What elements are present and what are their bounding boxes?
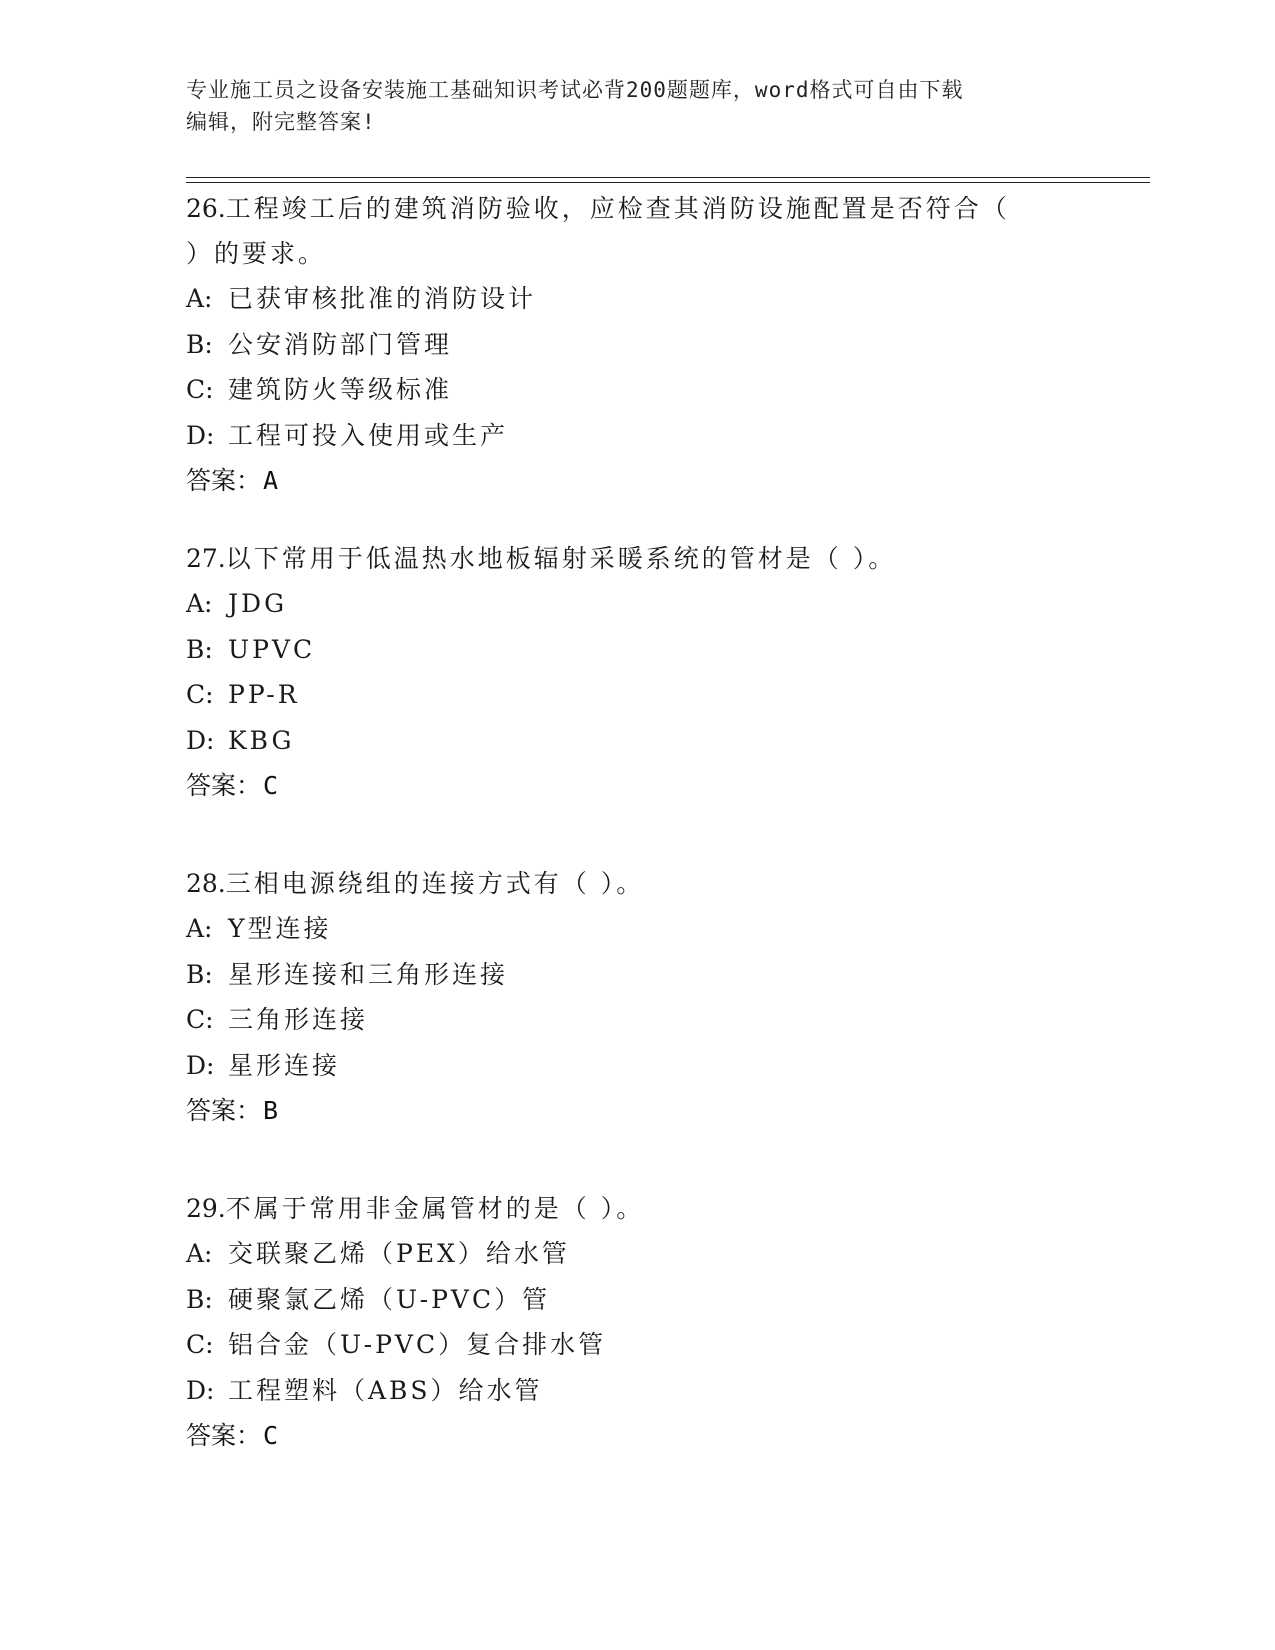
option-key: A: <box>186 1239 213 1268</box>
option-key: B: <box>186 634 213 664</box>
option-text: 星形连接和三角形连接 <box>228 959 509 989</box>
option-text: KBG <box>228 725 295 755</box>
answer-value: B <box>263 1096 279 1125</box>
option-text: 交联聚乙烯（PEX）给水管 <box>228 1239 570 1268</box>
question-stem <box>186 536 1086 581</box>
option-key: C: <box>186 1005 214 1034</box>
option-key: A: <box>186 284 213 313</box>
answer-value: C <box>263 771 279 800</box>
option-text: 工程可投入使用或生产 <box>228 420 509 450</box>
header-rule-top <box>186 177 1150 178</box>
option-key: D: <box>186 1375 215 1405</box>
question-number: 27. <box>186 544 226 573</box>
option-key: B: <box>186 959 213 989</box>
option-text: 星形连接 <box>228 1050 341 1080</box>
option-b <box>186 952 1086 998</box>
answer-value: C <box>263 1421 279 1450</box>
option-text: 建筑防火等级标准 <box>228 375 453 404</box>
question-29 <box>186 1186 1086 1459</box>
option-b <box>186 1277 1086 1323</box>
header-line-2: 编辑，附完整答案! <box>186 110 376 134</box>
option-key: D: <box>186 725 215 755</box>
question-stem-line-1: 三相电源绕组的连接方式有（ ）。 <box>225 869 645 898</box>
option-c <box>186 997 1086 1043</box>
question-stem-line-1: 不属于常用非金属管材的是（ ）。 <box>225 1194 645 1223</box>
answer-line <box>186 1413 1086 1459</box>
option-b <box>186 627 1086 673</box>
question-number: 26. <box>186 194 226 223</box>
header-line-1: 专业施工员之设备安装施工基础知识考试必背200题题库，word格式可自由下载 <box>186 78 964 102</box>
option-c <box>186 1322 1086 1368</box>
answer-label: 答案： <box>186 771 262 800</box>
question-26 <box>186 186 1086 504</box>
option-key: C: <box>186 680 214 709</box>
question-stem-line-1: 工程竣工后的建筑消防验收，应检查其消防设施配置是否符合（ <box>225 194 1010 223</box>
option-key: A: <box>186 914 213 943</box>
option-c <box>186 367 1086 413</box>
option-key: B: <box>186 329 213 359</box>
option-d <box>186 718 1086 764</box>
option-a <box>186 276 1086 322</box>
question-number: 29. <box>186 1194 226 1223</box>
option-d <box>186 1043 1086 1089</box>
answer-label: 答案： <box>186 1096 262 1125</box>
option-b <box>186 322 1086 368</box>
option-text: JDG <box>228 589 288 618</box>
option-d <box>186 1368 1086 1414</box>
option-text: 工程塑料（ABS）给水管 <box>228 1375 543 1405</box>
question-28 <box>186 861 1086 1134</box>
option-text: PP-R <box>228 680 300 709</box>
option-a <box>186 581 1086 627</box>
option-text: 已获审核批准的消防设计 <box>228 284 537 313</box>
document-header <box>186 74 1086 138</box>
option-key: A: <box>186 589 213 618</box>
question-stem <box>186 861 1086 906</box>
question-stem <box>186 1186 1086 1231</box>
question-stem-line-2: ）的要求。 <box>186 239 327 268</box>
answer-line <box>186 1088 1086 1134</box>
answer-line <box>186 458 1086 504</box>
option-text: 公安消防部门管理 <box>228 329 453 359</box>
answer-value: A <box>263 466 279 495</box>
question-stem <box>186 186 1086 231</box>
option-text: Y型连接 <box>228 914 332 943</box>
answer-label: 答案： <box>186 1421 262 1450</box>
option-c <box>186 672 1086 718</box>
answer-line <box>186 763 1086 809</box>
option-a <box>186 1231 1086 1277</box>
option-text: UPVC <box>228 634 316 664</box>
question-27 <box>186 536 1086 809</box>
header-rule-bottom <box>186 182 1150 183</box>
option-a <box>186 906 1086 952</box>
option-text: 三角形连接 <box>228 1005 369 1034</box>
option-d <box>186 413 1086 459</box>
option-key: D: <box>186 420 215 450</box>
option-text: 铝合金（U-PVC）复合排水管 <box>228 1330 607 1359</box>
option-key: D: <box>186 1050 215 1080</box>
option-key: C: <box>186 1330 214 1359</box>
option-key: C: <box>186 375 214 404</box>
question-number: 28. <box>186 869 226 898</box>
answer-label: 答案： <box>186 466 262 495</box>
question-stem-line-1: 以下常用于低温热水地板辐射采暖系统的管材是（ ）。 <box>225 544 897 573</box>
option-key: B: <box>186 1284 213 1314</box>
option-text: 硬聚氯乙烯（U-PVC）管 <box>228 1284 551 1314</box>
